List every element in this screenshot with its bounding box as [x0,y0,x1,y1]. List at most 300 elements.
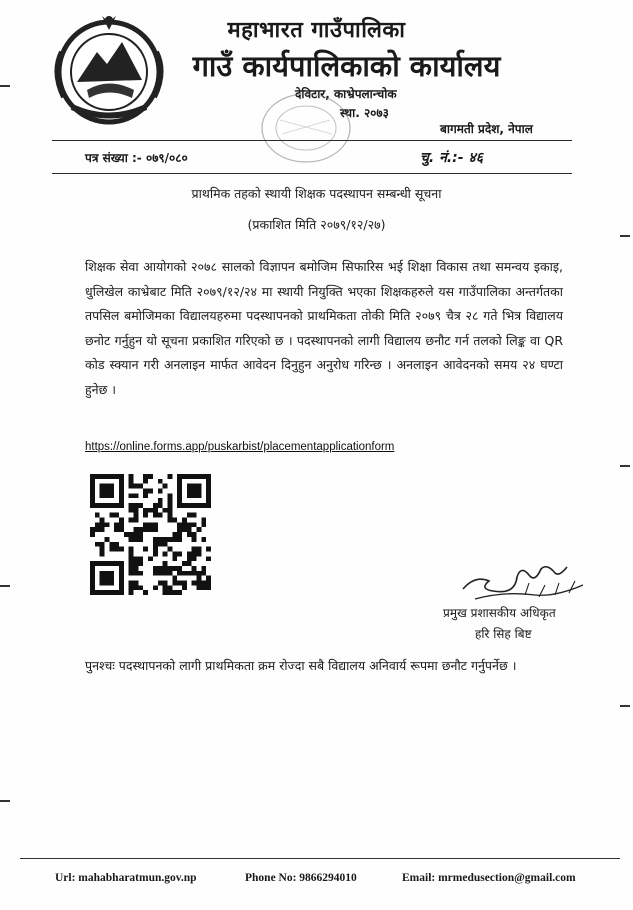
qr-module [196,474,201,479]
qr-module [192,532,197,537]
qr-module [105,503,110,508]
qr-module [138,537,143,542]
qr-module [109,503,114,508]
qr-module [196,493,201,498]
qr-module [100,474,105,479]
qr-module [206,580,211,585]
qr-module [196,551,201,556]
qr-module [206,556,211,561]
qr-module [192,566,197,571]
qr-module [114,513,119,518]
qr-module [187,489,192,494]
qr-module [129,532,134,537]
qr-module [119,522,124,527]
qr-module [129,537,134,542]
qr-module [105,576,110,581]
qr-module [158,580,163,585]
qr-module [201,537,206,542]
reference-divider [52,173,572,174]
qr-module [182,503,187,508]
qr-module [153,542,158,547]
qr-module [90,566,95,571]
qr-module [119,571,124,576]
qr-code[interactable] [90,472,211,597]
qr-module [109,493,114,498]
qr-module [167,590,172,595]
qr-module [90,571,95,576]
qr-module [129,551,134,556]
qr-module [109,590,114,595]
qr-module [192,537,197,542]
qr-module [163,566,168,571]
qr-module [138,484,143,489]
qr-module [129,590,134,595]
qr-module [187,527,192,532]
qr-module [105,484,110,489]
qr-module [105,489,110,494]
qr-module [134,508,139,513]
qr-module [134,484,139,489]
notice-body: शिक्षक सेवा आयोगको २०७८ सालको विज्ञापन बमोजिम सिफारिस भई शिक्षा विकास तथा समन्वय इकाइ, धुलिखेल काभ्रेबाट मिति २०७९/१२/२४ मा स्थायी नियुक्ति भएका शिक्षकहरुले यस गाउँपालिका अन्तर्गतका तपसिल बमोजिमका विद्यालयहरुमा पदस्थापनको प्राथमिकता तोकी मिति २०७९ चैत्र २८ गते भित्र विद्यालय छनोट गर्नुहुन यो सूचना प्रकाशित गरिएको छ । पदस्थापनको लागी विद्यालय छनौट गर्न तलको लिङ्क वा QR कोड स्क्यान गरी अनलाइन मार्फत आवेदन दिनुहुन अनुरोध गरिन्छ । अनलाइन आवेदनको समय २४ घण्टा हुनेछ । [85,259,563,397]
qr-module [153,571,158,576]
qr-module [206,576,211,581]
municipality-name: महाभारत गाउँपालिका [227,18,406,43]
qr-module [109,513,114,518]
qr-module [134,532,139,537]
qr-module [177,493,182,498]
qr-module [114,503,119,508]
qr-module [158,503,163,508]
qr-module [143,489,148,494]
qr-module [192,571,197,576]
qr-module [167,537,172,542]
qr-module [134,585,139,590]
qr-module [163,561,168,566]
qr-module [100,580,105,585]
qr-module [172,580,177,585]
qr-module [105,590,110,595]
qr-module [196,527,201,532]
qr-module [163,537,168,542]
qr-module [105,522,110,527]
footer-divider [20,858,620,859]
qr-module [182,561,187,566]
qr-module [158,537,163,542]
qr-module [192,551,197,556]
qr-module [100,527,105,532]
qr-module [172,537,177,542]
qr-module [177,590,182,595]
qr-module [95,513,100,518]
qr-module [90,527,95,532]
qr-module [100,571,105,576]
qr-module [95,527,100,532]
qr-module [90,532,95,537]
postscript: पुनश्चः पदस्थापनको लागी प्राथमिकता क्रम रोज्दा सबै विद्यालय अनिवार्य रूपमा छनौट गर्नुपर्नेछ । [85,658,517,673]
margin-mark [620,705,630,707]
qr-module [143,590,148,595]
qr-module [196,484,201,489]
qr-module [95,522,100,527]
qr-module [182,474,187,479]
qr-module [109,489,114,494]
qr-module [192,556,197,561]
qr-module [100,522,105,527]
qr-module [163,551,168,556]
qr-module [187,551,192,556]
qr-module [134,571,139,576]
qr-module [105,580,110,585]
publish-date: (प्रकाशित मिति २०७९/१२/२७) [247,217,386,232]
qr-module [105,561,110,566]
qr-module [172,566,177,571]
qr-module [206,474,211,479]
qr-module [172,551,177,556]
qr-module [177,566,182,571]
qr-module [143,522,148,527]
qr-module [129,518,134,523]
qr-module [201,518,206,523]
qr-module [192,522,197,527]
qr-module [163,590,168,595]
qr-module [192,493,197,498]
qr-module [206,484,211,489]
qr-module [163,542,168,547]
qr-module [167,474,172,479]
qr-module [182,571,187,576]
signatory-name: हरि सिह बिष्ट [475,627,532,641]
qr-module [172,532,177,537]
qr-module [90,576,95,581]
footer-email: Email: mrmedusection@gmail.com [402,872,576,884]
qr-module [158,571,163,576]
qr-module [196,503,201,508]
qr-module [148,527,153,532]
established-year: स्था. २०७३ [340,106,389,120]
qr-module [182,580,187,585]
qr-module [158,513,163,518]
qr-module [153,527,158,532]
qr-module [167,503,172,508]
qr-module [134,537,139,542]
qr-module [143,474,148,479]
qr-module [206,479,211,484]
qr-module [172,590,177,595]
qr-module [167,493,172,498]
qr-module [201,580,206,585]
qr-module [172,556,177,561]
qr-module [129,474,134,479]
qr-module [129,585,134,590]
qr-module [177,503,182,508]
qr-module [119,527,124,532]
footer-url: Url: mahabharatmun.gov.np [55,872,197,884]
qr-module [201,566,206,571]
qr-module [134,513,139,518]
qr-module [158,566,163,571]
qr-module [114,547,119,552]
qr-module [134,561,139,566]
qr-module [143,547,148,552]
qr-module [153,585,158,590]
qr-module [129,508,134,513]
dispatch-number: चु. नं.:- ४६ [420,150,484,166]
qr-module [163,508,168,513]
application-form-link[interactable]: https://online.forms.app/puskarbist/placementapplicationform [85,441,395,453]
qr-module [119,479,124,484]
qr-module [119,566,124,571]
qr-module [100,518,105,523]
qr-module [90,489,95,494]
qr-module [177,551,182,556]
qr-module [206,493,211,498]
qr-module [134,556,139,561]
office-name: गाउँ कार्यपालिकाको कार्यालय [192,49,501,83]
qr-module [119,484,124,489]
qr-module [109,547,114,552]
qr-module [177,527,182,532]
qr-module [109,576,114,581]
qr-module [138,527,143,532]
qr-module [129,571,134,576]
qr-module [167,566,172,571]
qr-module [196,585,201,590]
qr-module [153,537,158,542]
qr-module [158,479,163,484]
qr-module [95,503,100,508]
qr-module [129,503,134,508]
qr-module [114,561,119,566]
qr-module [167,508,172,513]
qr-module [172,576,177,581]
qr-module [143,508,148,513]
qr-module [105,493,110,498]
qr-module [119,580,124,585]
qr-module [158,498,163,503]
qr-module [138,571,143,576]
qr-module [153,551,158,556]
qr-module [119,474,124,479]
qr-module [148,522,153,527]
signatory-title: प्रमुख प्रशासकीय अधिकृत [443,606,556,620]
qr-module [192,474,197,479]
qr-module [148,508,153,513]
qr-module [153,547,158,552]
qr-module [153,522,158,527]
qr-module [109,484,114,489]
qr-module [129,479,134,484]
qr-module [143,493,148,498]
qr-module [100,484,105,489]
qr-module [192,503,197,508]
qr-module [134,518,139,523]
qr-module [201,522,206,527]
qr-module [105,537,110,542]
qr-module [114,542,119,547]
qr-module [192,489,197,494]
qr-module [196,580,201,585]
margin-mark [0,585,10,587]
qr-module [158,489,163,494]
qr-module [90,580,95,585]
qr-module [100,542,105,547]
qr-module [201,503,206,508]
qr-module [100,590,105,595]
qr-module [177,474,182,479]
qr-module [90,474,95,479]
qr-module [153,513,158,518]
qr-module [148,489,153,494]
qr-module [182,585,187,590]
qr-module [177,484,182,489]
qr-module [163,585,168,590]
qr-module [129,580,134,585]
qr-module [90,590,95,595]
qr-module [114,527,119,532]
qr-module [95,561,100,566]
qr-module [201,571,206,576]
qr-module [196,489,201,494]
qr-module [119,503,124,508]
qr-module [177,532,182,537]
qr-module [177,479,182,484]
qr-module [90,585,95,590]
qr-module [177,537,182,542]
qr-module [138,585,143,590]
signature [455,555,590,603]
margin-mark [620,465,630,467]
qr-module [100,547,105,552]
qr-module [187,561,192,566]
qr-module [167,518,172,523]
qr-module [134,503,139,508]
qr-module [100,489,105,494]
qr-module [129,566,134,571]
qr-module [109,571,114,576]
qr-module [182,527,187,532]
qr-module [109,561,114,566]
qr-module [177,571,182,576]
qr-module [90,561,95,566]
province-name: बागमती प्रदेश, नेपाल [440,122,533,136]
qr-module [119,576,124,581]
qr-module [114,522,119,527]
qr-module [206,489,211,494]
qr-module [138,532,143,537]
notice-subject: प्राथमिक तहको स्थायी शिक्षक पदस्थापन सम्बन्धी सूचना [191,186,442,201]
qr-module [90,503,95,508]
qr-module [167,498,172,503]
qr-module [90,484,95,489]
qr-module [105,474,110,479]
qr-module [90,498,95,503]
qr-module [143,527,148,532]
qr-module [187,556,192,561]
qr-module [134,566,139,571]
qr-module [129,561,134,566]
qr-module [138,503,143,508]
qr-module [95,474,100,479]
qr-module [201,585,206,590]
office-address: देविटार, काभ्रेपलान्चोक [295,87,397,101]
qr-module [187,493,192,498]
qr-module [148,474,153,479]
qr-module [187,522,192,527]
qr-module [95,542,100,547]
qr-module [182,518,187,523]
qr-module [129,556,134,561]
qr-module [129,493,134,498]
qr-module [119,489,124,494]
qr-module [119,561,124,566]
qr-module [138,561,143,566]
qr-module [153,503,158,508]
qr-module [119,585,124,590]
qr-module [100,576,105,581]
qr-module [119,493,124,498]
qr-module [187,532,192,537]
qr-module [187,474,192,479]
qr-module [109,580,114,585]
qr-module [119,590,124,595]
qr-module [114,474,119,479]
qr-module [90,493,95,498]
qr-module [196,547,201,552]
qr-module [192,513,197,518]
qr-module [134,493,139,498]
qr-module [143,513,148,518]
qr-module [192,547,197,552]
qr-module [187,513,192,518]
qr-module [177,522,182,527]
qr-module [100,493,105,498]
qr-module [148,556,153,561]
qr-module [163,580,168,585]
qr-module [167,513,172,518]
qr-module [134,580,139,585]
qr-module [95,590,100,595]
qr-module [196,571,201,576]
qr-module [124,532,129,537]
qr-module [143,479,148,484]
qr-module [90,479,95,484]
qr-module [163,484,168,489]
qr-module [129,547,134,552]
qr-module [201,474,206,479]
qr-module [109,542,114,547]
qr-module [177,489,182,494]
qr-module [167,571,172,576]
qr-module [206,498,211,503]
letter-number: पत्र संख्या :- ०७९/०८० [85,151,188,165]
qr-module [167,547,172,552]
qr-module [114,590,119,595]
qr-module [134,527,139,532]
qr-module [167,585,172,590]
qr-module [187,484,192,489]
qr-module [192,580,197,585]
qr-module [177,580,182,585]
qr-module [100,551,105,556]
qr-module [119,498,124,503]
margin-mark [0,800,10,802]
margin-mark [0,85,10,87]
qr-module [196,576,201,581]
qr-module [100,561,105,566]
qr-module [109,474,114,479]
header-divider [52,140,572,141]
qr-module [119,547,124,552]
